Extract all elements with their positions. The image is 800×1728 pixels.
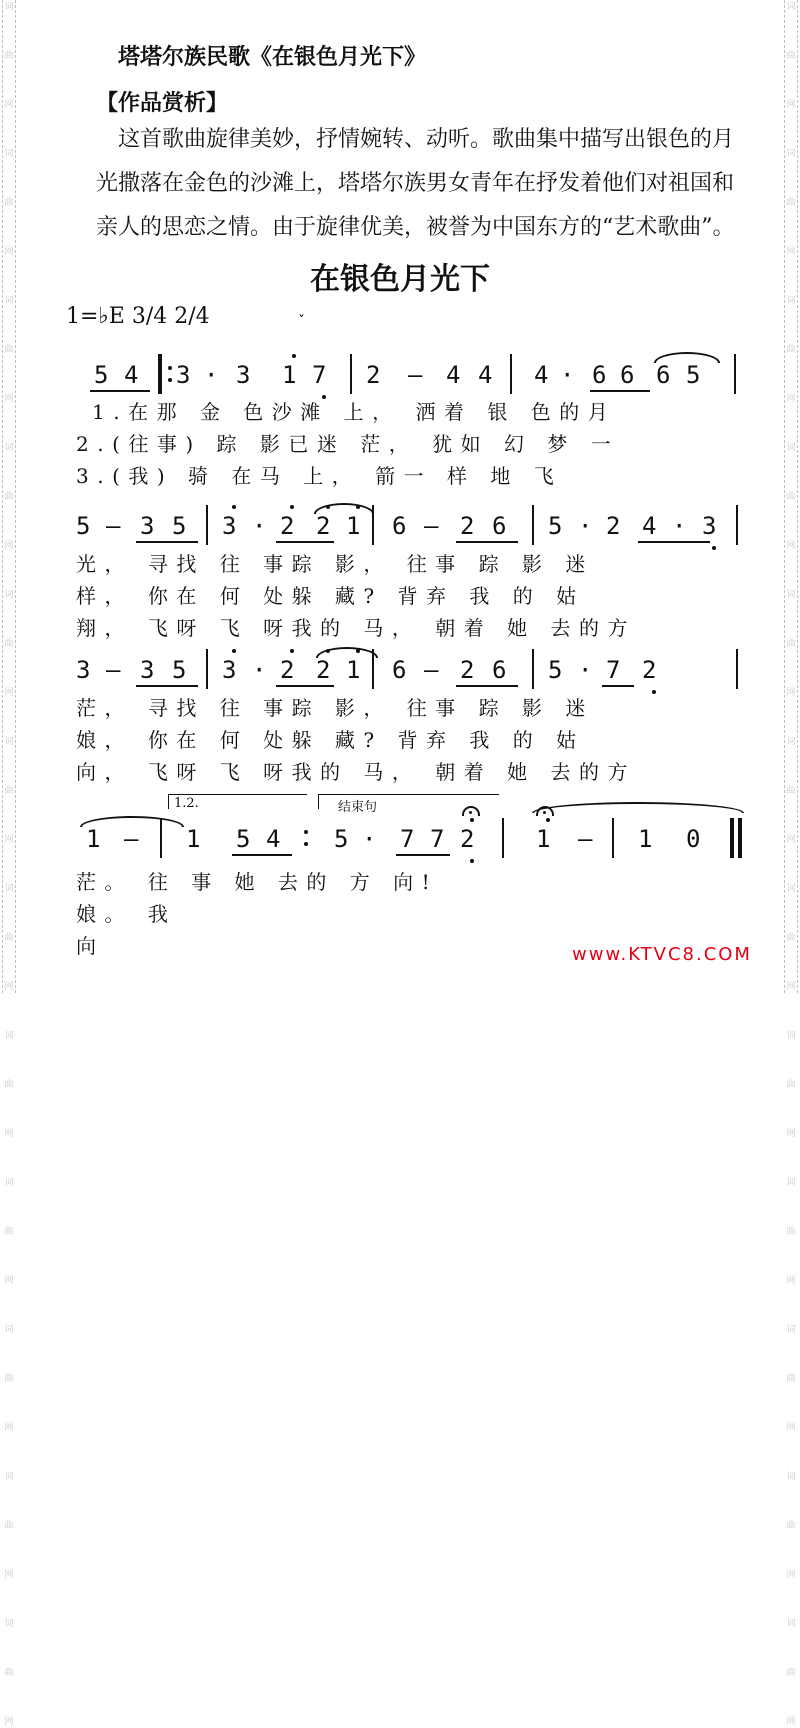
tie-arc [532,802,744,813]
side-mark-char: 网 [786,835,796,845]
note: · [204,361,219,389]
side-mark-char: 网 [786,1129,796,1139]
octave-dot-high [232,649,236,653]
note: 5 [172,512,187,540]
tie-arc [80,816,184,827]
lyric-line: 向 [76,934,105,958]
side-mark-char: 网 [4,1570,14,1580]
note: 7 [430,825,445,853]
volta-label: 1.2. [174,796,199,811]
note-underline [136,541,198,543]
note: – [424,512,439,540]
side-mark-char: 词 [786,1325,796,1335]
octave-dot-high [326,649,330,653]
note-underline [590,390,650,392]
note: 6 [592,361,607,389]
lyric-line: 娘， 你在 何 处躲 藏? 背弃 我 的 姑 [76,728,585,752]
note: 2 [606,512,621,540]
side-mark-char: 曲 [4,492,14,502]
side-mark-char: 网 [786,688,796,698]
octave-dot-low [652,690,656,694]
bar-line [734,354,736,394]
note: 2 [460,512,475,540]
side-mark-char: 网 [4,1717,14,1727]
lyric-line: 光， 寻找 往 事踪 影， 往事 踪 影 迷 [76,552,594,576]
note: 2 [316,656,331,684]
note: 2 [460,825,475,853]
left-watermark-strip [2,0,16,1727]
side-mark-char: 词 [4,590,14,600]
note: · [578,512,593,540]
note: 1 [346,512,361,540]
note-underline [136,685,198,687]
side-mark-char: 曲 [786,1668,796,1678]
note-underline [456,541,518,543]
note-underline [456,685,518,687]
note: 5 [548,656,563,684]
side-mark-char: 网 [4,1276,14,1286]
side-mark-char: 网 [4,247,14,257]
note: 6 [620,361,635,389]
note-underline [602,685,634,687]
note: 3 [176,361,191,389]
note: 4 [266,825,281,853]
note: 3 [76,656,91,684]
lyric-line: 向， 飞呀 飞 呀我的 马， 朝着 她 去的方 [76,760,637,784]
note: 6 [492,512,507,540]
bar-line [510,354,512,394]
note-underline [638,541,710,543]
note: 0 [686,825,701,853]
side-mark-char: 词 [786,1472,796,1482]
side-mark-char: 网 [4,688,14,698]
note: 2 [280,512,295,540]
bar-line [736,649,738,689]
thick-bar-line [730,818,734,858]
side-mark-char: 曲 [4,51,14,61]
note: 1 [638,825,653,853]
side-mark-char: 词 [4,149,14,159]
note: 3 [222,656,237,684]
note: 3 [236,361,251,389]
side-mark-char: 网 [786,541,796,551]
side-mark-char: 词 [4,1619,14,1629]
repeat-dot [304,842,308,846]
octave-dot-high [356,505,360,509]
note: · [560,361,575,389]
source-title: 塔塔尔族民歌《在银色月光下》 [118,45,427,70]
side-mark-char: 网 [4,394,14,404]
thick-bar-line [738,818,742,858]
lyric-line: 茫， 寻找 往 事踪 影， 往事 踪 影 迷 [76,696,594,720]
thick-bar-line [158,354,162,394]
fermata-mark [462,806,480,816]
note: 5 [76,512,91,540]
side-mark-char: 曲 [4,345,14,355]
note: 6 [492,656,507,684]
note: 5 [94,361,109,389]
side-mark-char: 词 [786,737,796,747]
lyric-line: 3.(我) 骑 在马 上， 箭一 样 地 飞 [76,464,563,488]
side-mark-char: 曲 [786,1080,796,1090]
note: 2 [316,512,331,540]
side-mark-char: 曲 [786,198,796,208]
note: 3 [222,512,237,540]
side-mark-char: 曲 [4,1668,14,1678]
lyric-line: 2.(往事) 踪 影已迷 茫， 犹如 幻 梦 一 [76,432,620,456]
note: · [578,656,593,684]
side-mark-char: 网 [4,541,14,551]
bar-line [502,818,504,858]
note: 6 [656,361,671,389]
note: 2 [460,656,475,684]
octave-dot-low [712,546,716,550]
side-mark-char: 曲 [786,1374,796,1384]
side-mark-char: 词 [4,737,14,747]
octave-dot-high [292,354,296,358]
note: 4 [124,361,139,389]
note: 2 [280,656,295,684]
bar-line [206,649,208,689]
side-mark-char: 曲 [786,786,796,796]
note: 5 [686,361,701,389]
note-underline [276,685,334,687]
note: – [408,361,423,389]
side-mark-char: 曲 [786,492,796,502]
side-mark-char: 词 [786,296,796,306]
side-mark-char: 网 [4,982,14,992]
side-mark-char: 曲 [786,1227,796,1237]
octave-dot-high [326,505,330,509]
bar-line [206,505,208,545]
side-mark-char: 曲 [786,639,796,649]
lyric-line: 茫。 往 事 她 去的 方 向! [76,870,439,894]
note: · [672,512,687,540]
octave-dot-high [356,649,360,653]
bar-line [160,818,162,858]
note: 1 [86,825,101,853]
note: – [124,825,139,853]
side-mark-char: 网 [786,1717,796,1727]
side-mark-char: 曲 [4,198,14,208]
bar-line [350,354,352,394]
tick-mark: ˇ [298,314,305,330]
note: 1 [536,825,551,853]
fermata-mark [536,806,554,816]
note: 4 [642,512,657,540]
octave-dot-high [290,649,294,653]
note: 6 [392,656,407,684]
volta-bracket [168,794,307,809]
note: 7 [400,825,415,853]
side-mark-char: 网 [4,835,14,845]
note: – [424,656,439,684]
slur-arc [316,647,378,658]
side-mark-char: 曲 [4,786,14,796]
side-mark-char: 词 [4,884,14,894]
side-mark-char: 词 [4,2,14,12]
key-signature: 1=♭E 3/4 2/4 [66,304,210,329]
bar-line [372,505,374,545]
coda-label: 结束句 [338,800,378,815]
lyric-line: 1.在那 金 色沙滩 上， 洒着 银 色的月 [92,400,617,424]
section-label: 【作品赏析】 [96,90,229,116]
side-mark-char: 曲 [4,1080,14,1090]
note: 1 [282,361,297,389]
side-mark-char: 曲 [786,933,796,943]
side-mark-char: 词 [4,443,14,453]
octave-dot-low [322,395,326,399]
side-mark-char: 网 [786,1276,796,1286]
side-mark-char: 网 [4,100,14,110]
side-mark-char: 词 [786,149,796,159]
side-mark-char: 网 [786,1423,796,1433]
side-mark-char: 词 [786,1619,796,1629]
coda-bracket [318,794,499,809]
note-underline [396,854,450,856]
note: 3 [140,656,155,684]
side-mark-char: 词 [786,443,796,453]
side-mark-char: 曲 [4,1227,14,1237]
octave-dot-high [470,818,474,822]
octave-dot-high [232,505,236,509]
note-underline [90,390,150,392]
slur-arc [314,503,374,514]
lyric-line: 娘。 我 [76,902,177,926]
lyric-line: 样， 你在 何 处躲 藏? 背弃 我 的 姑 [76,584,585,608]
note: 2 [366,361,381,389]
side-mark-char: 词 [786,1178,796,1188]
note: – [578,825,593,853]
side-mark-char: 词 [4,1325,14,1335]
side-mark-char: 网 [4,1129,14,1139]
repeat-dot [304,830,308,834]
note: – [106,512,121,540]
side-mark-char: 曲 [786,51,796,61]
note: 2 [642,656,657,684]
side-mark-char: 词 [4,296,14,306]
side-mark-char: 词 [786,2,796,12]
note: – [106,656,121,684]
lyric-line: 翔， 飞呀 飞 呀我的 马， 朝着 她 去的方 [76,616,637,640]
site-watermark: www.KTVC8.COM [572,944,752,965]
bar-line [736,505,738,545]
note: 4 [446,361,461,389]
note: · [252,656,267,684]
note: 5 [334,825,349,853]
note: · [252,512,267,540]
note: 1 [186,825,201,853]
right-watermark-strip [784,0,798,1727]
note: 7 [606,656,621,684]
note-underline [232,854,292,856]
side-mark-char: 曲 [786,345,796,355]
side-mark-char: 网 [786,247,796,257]
slur-arc [654,352,720,363]
bar-line [612,818,614,858]
note: 5 [548,512,563,540]
repeat-dot [168,378,172,382]
repeat-dot [168,366,172,370]
side-mark-char: 曲 [4,1374,14,1384]
bar-line [532,649,534,689]
bar-line [532,505,534,545]
note: 4 [534,361,549,389]
side-mark-char: 网 [786,394,796,404]
intro-paragraph: 这首歌曲旋律美妙，抒情婉转、动听。歌曲集中描写出银色的月光撒落在金色的沙滩上，塔塔尔族男女青年在抒发着他们对祖国和亲人的思恋之情。由于旋律优美，被誉为中国东方的“艺术歌曲”。 [96,127,735,240]
side-mark-char: 曲 [4,1521,14,1531]
side-mark-char: 词 [786,1031,796,1041]
side-mark-char: 网 [786,100,796,110]
side-mark-char: 网 [4,1423,14,1433]
side-mark-char: 词 [786,590,796,600]
side-mark-char: 曲 [4,933,14,943]
side-mark-char: 词 [786,884,796,894]
bar-line [372,649,374,689]
note: 6 [392,512,407,540]
side-mark-char: 词 [4,1031,14,1041]
intro-text [96,118,746,250]
side-mark-char: 词 [4,1472,14,1482]
note-underline [276,541,334,543]
octave-dot-low [470,859,474,863]
octave-dot-high [546,818,550,822]
octave-dot-high [290,505,294,509]
note: 4 [478,361,493,389]
side-mark-char: 曲 [4,639,14,649]
side-mark-char: 曲 [786,1521,796,1531]
note: 1 [346,656,361,684]
note: · [362,825,377,853]
note: 7 [312,361,327,389]
side-mark-char: 词 [4,1178,14,1188]
note: 5 [172,656,187,684]
side-mark-char: 网 [786,982,796,992]
note: 3 [140,512,155,540]
note: 5 [236,825,251,853]
note: 3 [702,512,717,540]
song-title: 在银色月光下 [310,262,490,297]
side-mark-char: 网 [786,1570,796,1580]
